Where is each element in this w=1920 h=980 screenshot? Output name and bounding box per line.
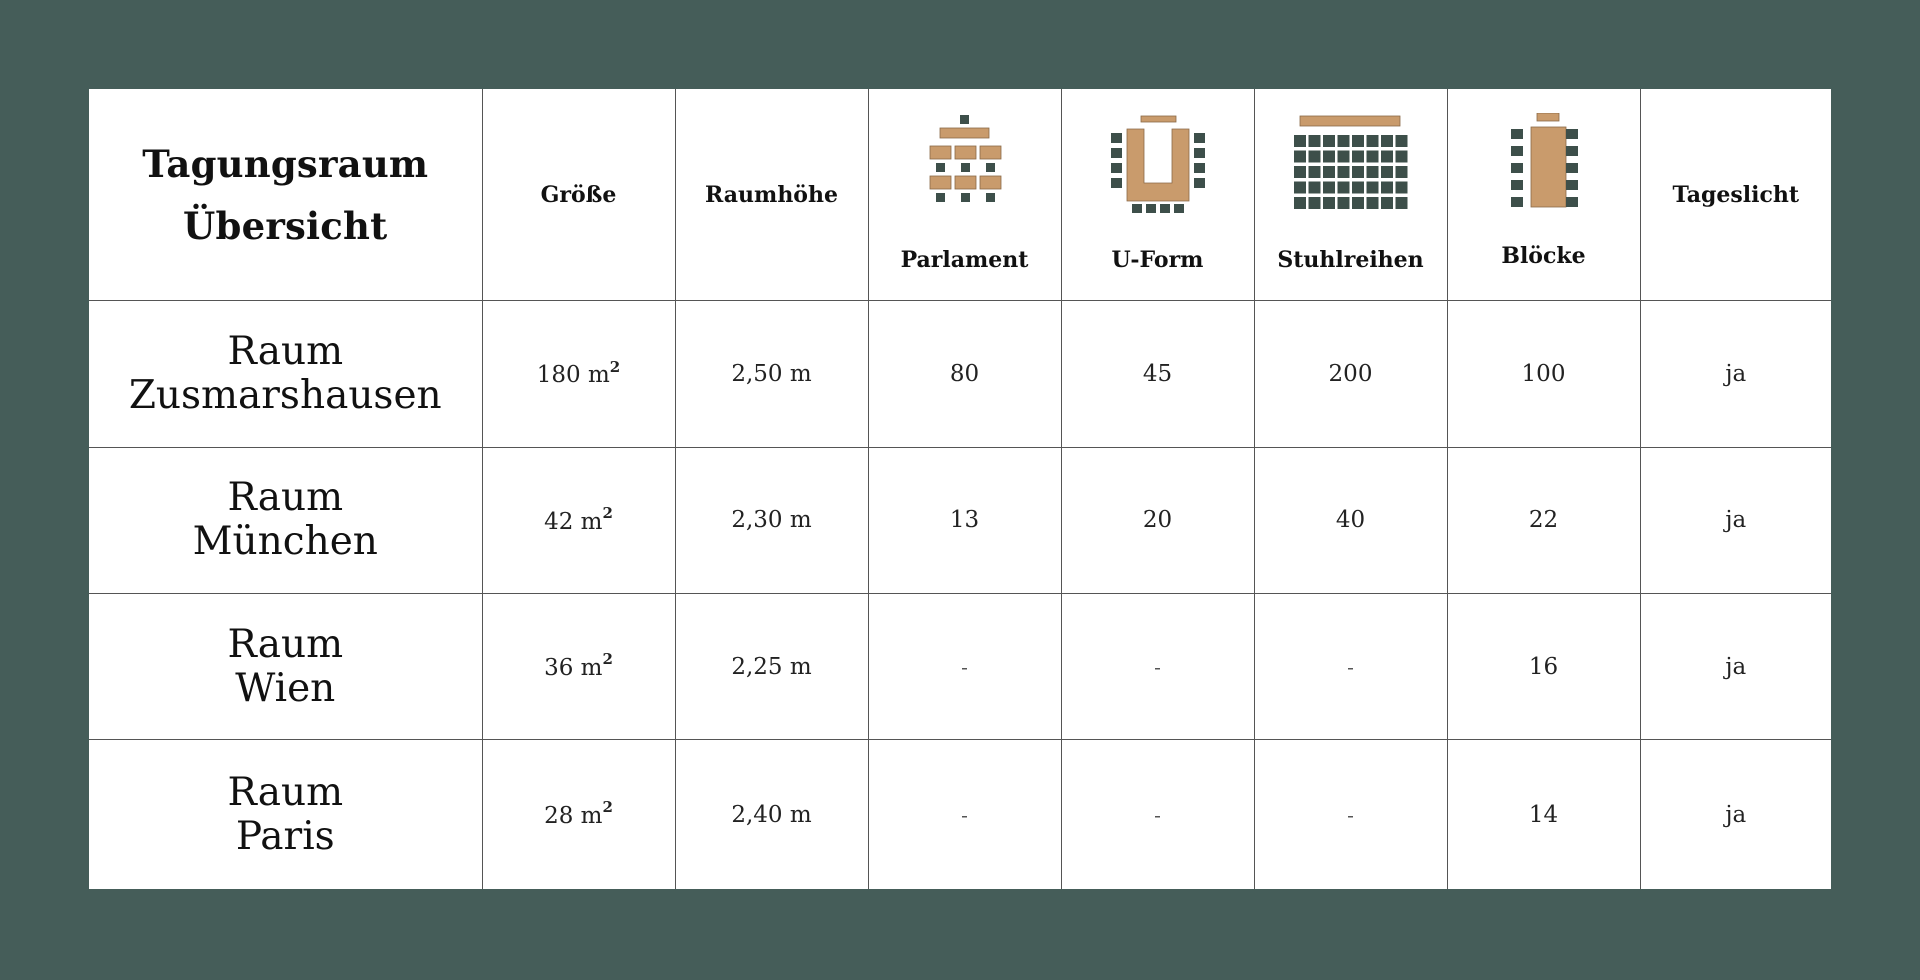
room-name-line1: Raum xyxy=(227,621,344,667)
chair-icon xyxy=(1352,135,1364,147)
size-cell xyxy=(482,447,675,593)
room-name-line2: Wien xyxy=(235,665,336,711)
chair-icon xyxy=(1366,151,1378,163)
parlament-cell xyxy=(868,447,1061,593)
height-value: 2,25 m xyxy=(731,653,812,680)
chair-icon xyxy=(1352,151,1364,163)
size-value: 42 $m^2$ xyxy=(544,503,613,535)
stuhlreihen-value: - xyxy=(1347,654,1354,679)
chair-icon xyxy=(1366,182,1378,194)
chair-icon xyxy=(1337,135,1349,147)
table-row xyxy=(89,740,1831,889)
stuhlreihen-cell xyxy=(1254,447,1447,593)
room-name-line2: München xyxy=(192,519,378,565)
chair-icon xyxy=(1323,151,1335,163)
uform-value: 20 xyxy=(1142,507,1173,534)
chair-icon xyxy=(1395,182,1407,194)
room-name-line2: Zusmarshausen xyxy=(128,373,442,419)
uform-cell xyxy=(1061,301,1254,447)
chair-icon xyxy=(1352,182,1364,194)
table-row xyxy=(89,447,1831,593)
chair-icon xyxy=(1337,166,1349,178)
parlament-layout-icon xyxy=(927,113,1003,213)
chair-icon xyxy=(1308,135,1320,147)
room-name-line1: Raum xyxy=(227,329,344,375)
stuhlreihen-cell xyxy=(1254,301,1447,447)
height-cell xyxy=(675,593,868,739)
uform-value: - xyxy=(1154,802,1161,827)
bloecke-value: 14 xyxy=(1528,801,1559,828)
chair-icon xyxy=(1381,151,1393,163)
table-title-line2: Übersicht xyxy=(183,203,388,248)
height-cell xyxy=(675,301,868,447)
header-parlament-label: Parlament xyxy=(900,247,1029,274)
parlament-cell xyxy=(868,740,1061,889)
chair-icon xyxy=(1395,151,1407,163)
room-name-cell xyxy=(89,593,482,739)
uform-cell xyxy=(1061,740,1254,889)
chair-icon xyxy=(1323,197,1335,209)
stuhlreihen-cell xyxy=(1254,593,1447,739)
room-name-cell xyxy=(89,447,482,593)
table-header-row xyxy=(89,89,1831,301)
uform-cell xyxy=(1061,593,1254,739)
size-unit-sup: 2 xyxy=(602,798,613,817)
table-title-line1: Tagungsraum xyxy=(142,141,429,186)
room-name-line1: Raum xyxy=(227,769,344,815)
header-size-label: Größe xyxy=(540,181,617,208)
size-cell xyxy=(482,593,675,739)
chair-icon xyxy=(1366,197,1378,209)
chair-icon xyxy=(1395,197,1407,209)
uform-value: - xyxy=(1154,654,1161,679)
daylight-value: ja xyxy=(1725,507,1747,534)
room-name-cell xyxy=(89,301,482,447)
chair-icon xyxy=(1294,151,1306,163)
height-cell xyxy=(675,740,868,889)
header-bloecke xyxy=(1447,89,1640,301)
bloecke-cell xyxy=(1447,593,1640,739)
stuhlreihen-cell xyxy=(1254,740,1447,889)
chair-icon xyxy=(1308,166,1320,178)
daylight-value: ja xyxy=(1725,653,1747,680)
chair-icon xyxy=(1323,166,1335,178)
bloecke-value: 22 xyxy=(1528,507,1559,534)
size-unit-sup: 2 xyxy=(602,650,613,669)
chair-icon xyxy=(1337,197,1349,209)
room-name-line2: Paris xyxy=(235,813,335,859)
chair-icon xyxy=(1323,135,1335,147)
chair-icon xyxy=(1381,182,1393,194)
chair-icon xyxy=(1381,135,1393,147)
header-uform-label: U-Form xyxy=(1111,247,1204,274)
chair-icon xyxy=(1337,151,1349,163)
parlament-value: - xyxy=(961,802,968,827)
stuhlreihen-value: - xyxy=(1347,802,1354,827)
header-stuhlreihen-label: Stuhlreihen xyxy=(1277,247,1424,274)
daylight-cell xyxy=(1640,740,1831,889)
chair-icon xyxy=(1352,197,1364,209)
height-value: 2,40 m xyxy=(731,801,812,828)
header-size xyxy=(482,89,675,301)
daylight-cell xyxy=(1640,593,1831,739)
size-cell xyxy=(482,301,675,447)
chair-icon xyxy=(1308,182,1320,194)
chair-rows-layout-icon xyxy=(1291,113,1411,213)
stuhlreihen-value: 200 xyxy=(1328,361,1373,388)
size-value: 180 $m^2$ xyxy=(536,357,621,389)
bloecke-cell xyxy=(1447,301,1640,447)
header-stuhlreihen xyxy=(1254,89,1447,301)
daylight-value: ja xyxy=(1725,801,1747,828)
chair-icon xyxy=(1381,166,1393,178)
header-height-label: Raumhöhe xyxy=(705,181,838,208)
chair-icon xyxy=(1294,197,1306,209)
room-name-line1: Raum xyxy=(227,475,344,521)
size-unit-sup: 2 xyxy=(609,357,621,376)
chair-icon xyxy=(1381,197,1393,209)
stuhlreihen-value: 40 xyxy=(1335,507,1366,534)
table-title-cell xyxy=(89,89,482,301)
size-value: 36 $m^2$ xyxy=(544,650,613,681)
size-value: 28 $m^2$ xyxy=(544,798,613,829)
daylight-cell xyxy=(1640,301,1831,447)
height-value: 2,30 m xyxy=(731,507,812,534)
height-value: 2,50 m xyxy=(731,361,812,388)
parlament-cell xyxy=(868,593,1061,739)
table-row xyxy=(89,301,1831,447)
header-height xyxy=(675,89,868,301)
parlament-cell xyxy=(868,301,1061,447)
size-unit-sup: 2 xyxy=(602,503,613,522)
room-name-cell xyxy=(89,740,482,889)
chair-icon xyxy=(1366,135,1378,147)
chair-icon xyxy=(1294,182,1306,194)
chair-icon xyxy=(1352,166,1364,178)
chair-icon xyxy=(1366,166,1378,178)
table-title xyxy=(89,133,482,257)
blocks-layout-icon xyxy=(1504,113,1584,213)
parlament-value: 80 xyxy=(949,361,980,388)
room-overview-table xyxy=(89,89,1831,889)
table-row xyxy=(89,593,1831,739)
bloecke-cell xyxy=(1447,740,1640,889)
chair-icon xyxy=(1395,135,1407,147)
bloecke-value: 16 xyxy=(1528,653,1559,680)
daylight-cell xyxy=(1640,447,1831,593)
size-cell xyxy=(482,740,675,889)
bloecke-cell xyxy=(1447,447,1640,593)
room-overview-table-card xyxy=(89,89,1831,889)
uform-value: 45 xyxy=(1142,361,1173,388)
chair-icon xyxy=(1308,197,1320,209)
chair-icon xyxy=(1294,135,1306,147)
parlament-value: 13 xyxy=(949,507,980,534)
uform-cell xyxy=(1061,447,1254,593)
header-bloecke-label: Blöcke xyxy=(1501,243,1586,270)
header-daylight-label: Tageslicht xyxy=(1672,181,1800,208)
daylight-value: ja xyxy=(1725,361,1747,388)
chair-icon xyxy=(1395,166,1407,178)
chair-icon xyxy=(1323,182,1335,194)
chair-icon xyxy=(1308,151,1320,163)
bloecke-value: 100 xyxy=(1521,361,1566,388)
header-uform xyxy=(1061,89,1254,301)
parlament-value: - xyxy=(961,654,968,679)
height-cell xyxy=(675,447,868,593)
u-form-layout-icon xyxy=(1108,113,1208,213)
header-parlament xyxy=(868,89,1061,301)
header-daylight xyxy=(1640,89,1831,301)
chair-icon xyxy=(1337,182,1349,194)
chair-icon xyxy=(1294,166,1306,178)
